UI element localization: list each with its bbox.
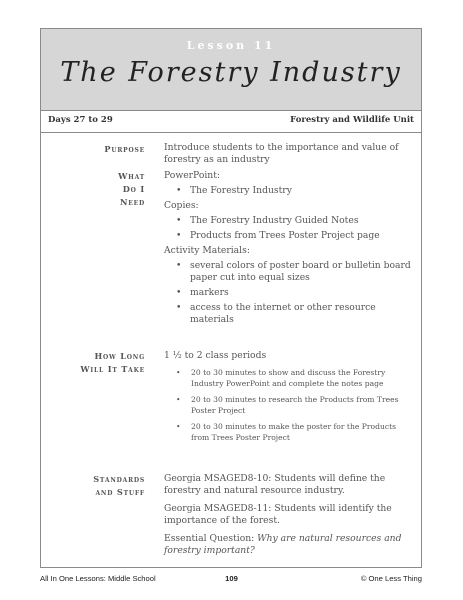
- eq-text: Why are natural resources and forestry important?: [164, 533, 402, 556]
- standard-2: Georgia MSAGED8-11: Students will identify the importance of the forest.: [164, 503, 392, 526]
- time-item: • 20 to 30 minutes to show and discuss the Forestry Industry PowerPoint and complete the notes page: [164, 368, 412, 389]
- lesson-frame: [40, 28, 422, 568]
- time-text: 1 ½ to 2 class periods: [164, 350, 267, 361]
- copies-item: • The Forestry Industry Guided Notes: [164, 215, 412, 227]
- lesson-title: The Forestry Industry: [60, 57, 402, 88]
- purpose-section: [164, 142, 412, 166]
- time-section: [164, 350, 412, 443]
- title-banner: [41, 29, 421, 111]
- purpose-heading: Purpose: [104, 144, 145, 154]
- footer-left: All In One Lessons: Middle School: [40, 574, 156, 583]
- need-section: [164, 170, 412, 326]
- eq-label: Essential Question:: [164, 533, 258, 544]
- purpose-text: Introduce students to the importance and value of forestry as an industry: [164, 142, 399, 165]
- unit-name: Forestry and Wildlife Unit: [290, 115, 414, 125]
- footer-right: © One Less Thing: [360, 574, 422, 583]
- need-heading: What Do I Need: [118, 171, 145, 207]
- time-item: • 20 to 30 minutes to make the poster for the Products from Trees Poster Project: [164, 422, 412, 443]
- divider: [41, 132, 421, 133]
- activity-item: • markers: [164, 287, 412, 299]
- lesson-number: Lesson 11: [186, 39, 276, 52]
- copies-label: Copies:: [164, 200, 199, 211]
- standards-heading: Standards and Stuff: [93, 474, 145, 497]
- activity-item: • access to the internet or other resource materials: [164, 302, 412, 326]
- time-item: • 20 to 30 minutes to research the Products from Trees Poster Project: [164, 395, 412, 416]
- copies-item: • Products from Trees Poster Project page: [164, 230, 412, 242]
- powerpoint-label: PowerPoint:: [164, 170, 221, 181]
- subheader: [48, 115, 414, 129]
- time-heading: How Long Will It Take: [80, 351, 145, 374]
- activity-label: Activity Materials:: [164, 245, 250, 256]
- powerpoint-item: • The Forestry Industry: [164, 185, 412, 197]
- page-number: 109: [225, 574, 238, 583]
- time-list: [164, 368, 412, 443]
- essential-question: [164, 533, 412, 557]
- days-range: Days 27 to 29: [48, 115, 113, 125]
- standards-section: [164, 473, 412, 557]
- activity-item: • several colors of poster board or bulletin board paper cut into equal sizes: [164, 260, 412, 284]
- standard-1: Georgia MSAGED8-10: Students will define the forestry and natural resource industry.: [164, 473, 386, 496]
